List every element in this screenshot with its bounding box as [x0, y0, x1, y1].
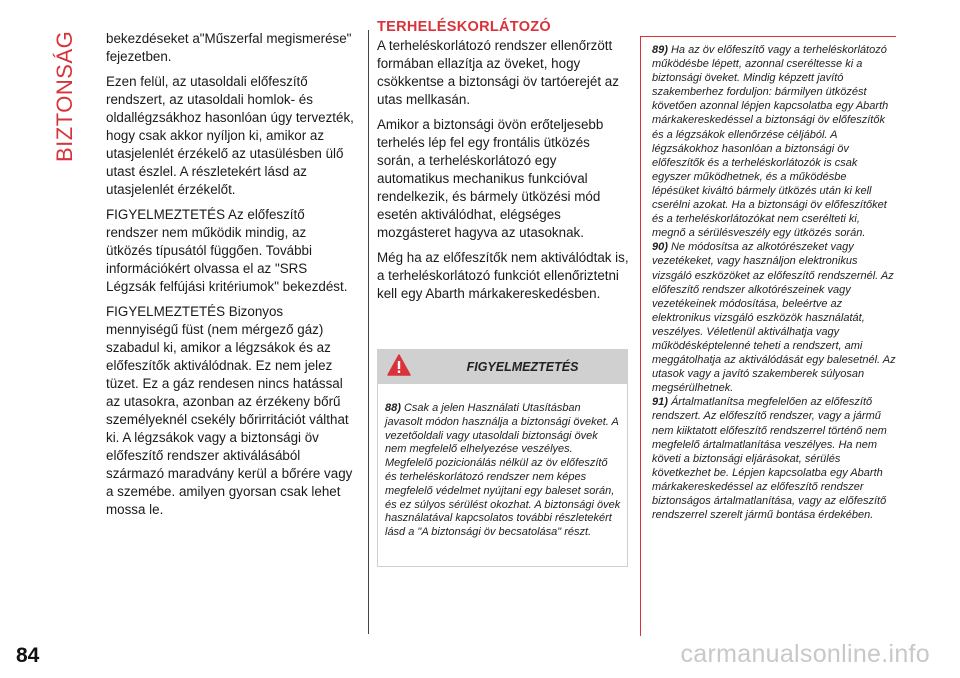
paragraph: Amikor a biztonsági övön erőteljesebb terhelés lép fel egy frontális ütközés során, a terheléskorlátozó egy automatikus mechanikus funkcióval rendelkezik, és bármely ütközési mód esetén aktiválódhat, elégséges mozgásteret hagyva az utasoknak. — [377, 117, 604, 240]
note-number: 89) — [652, 44, 668, 56]
paragraph: FIGYELMEZTETÉS Bizonyos mennyiségű füst (nem mérgező gáz) szabadul ki, amikor a légzsákok és az előfeszítők aktiválódnak. Ez nem jelez tüzet. Ez a gáz rendesen nincs hatással az utasokra, azonban az érzékeny bőrű személyeknél csekély bőrirritációt válthat ki. A légzsákok vagy a biztonsági öv előfeszítő rendszer aktiválásából származó maradvány kerül a bőrére vagy a szemébe. amilyen gyorsan csak lehet mossa le. — [106, 304, 353, 517]
note-number: 91) — [652, 396, 668, 409]
note-item — [652, 240, 896, 395]
column-divider — [368, 30, 369, 634]
note-number: 88) — [385, 402, 401, 414]
column-2-body — [377, 37, 629, 303]
paragraph: A terheléskorlátozó rendszer ellenőrzött formában ellazítja az öveket, hogy csökkentse a biztonsági öv tartóerejét az utas mellkasán. — [377, 38, 619, 107]
section-side-tab — [52, 30, 82, 160]
warning-header — [378, 350, 627, 384]
paragraph: FIGYELMEZTETÉS Az előfeszítő rendszer nem működik mindig, az ütközés típusától függően. További információkért olvassa el az "SRS Légzsák felfújási kritériumok" bekezdést. — [106, 207, 348, 294]
note-item — [652, 395, 896, 522]
note-text: Ha az öv előfeszítő vagy a terheléskorlátozó működésbe lépett, azonnal cseréltesse ki a biztonsági öveket. Mindig képzett javító szakemberhez forduljon: bármilyen ütközést követően azonnal lépjen kapcsolatba egy Abarth márkakereskedéssel a biztonsági öv előfeszítők és a légzsákok ellenőrzése céljából. A légzsákokhoz hasonlóan a biztonsági öv előfeszítők és a terheléskorlátozók is csak egyszer működhetnek, és a működésbe lépésüket kiváltó bármely ütközés után ki kell cserélni azokat. Ha a biztonsági öv előfeszítőket és a terheléskorlátozókat nem cserélteti ki, megnő a sérülésveszély egy ütközés során. — [652, 44, 889, 240]
warning-title: FIGYELMEZTETÉS — [466, 360, 579, 374]
column-2 — [377, 19, 629, 310]
note-text: Csak a jelen Használati Utasításban javasolt módon használja a biztonsági öveket. A vezetőoldali vagy utasoldali biztonsági övek nem megfelelő elhelyezése veszélyes. Megfelelő pozicionálás nélkül az öv előfeszítő és terheléskorlátozó rendszer nem képes megfelelő védelmet nyújtani egy baleset során, és ez súlyos sérülést okozhat. A biztonsági övek használatával kapcsolatos további részletekért lásd a "A biztonsági öv becsatolása" részt. — [385, 402, 621, 539]
watermark: carmanualsonline.info — [680, 640, 930, 668]
page-number: 84 — [16, 644, 40, 667]
paragraph: bekezdéseket a"Műszerfal megismerése" fejezetben. — [106, 31, 352, 64]
column-3-warnings — [640, 36, 896, 636]
warning-triangle-icon — [387, 354, 411, 376]
paragraph: Még ha az előfeszítők nem aktiválódtak is, a terheléskorlátozó funkciót ellenőriztetni kell egy Abarth márkakereskedésben. — [377, 250, 629, 301]
note-text: Ne módosítsa az alkotórészeket vagy vezetékeket, vagy használjon elektronikus vizsgáló eszközöket az előfeszítő rendszernél. Az előfeszítő rendszer alkotórészeinek vagy vezetékeinek módosítása, beleértve az elektronikus vizsgáló eszközök használatát, veszélyes. Véletlenül aktiválhatja vagy működésképtelenné teheti a rendszert, ami meggátolhatja az aktiválódását egy balesetnél. Az utasok vagy a javító szakemberek súlyosan megsérülhetnek. — [652, 241, 896, 395]
warning-body — [378, 384, 627, 540]
paragraph: Ezen felül, az utasoldali előfeszítő rendszert, az utasoldali homlok- és oldallégzsákhoz hasonlóan úgy tervezték, hogy csak akkor nyíljon ki, amikor az utasjelenlét érzékelő az utasülésben ülő utast észlel. A részletekért lásd az utasjelenlét érzékelőt. — [106, 74, 354, 197]
note-item — [652, 43, 896, 240]
section-title: BIZTONSÁG — [52, 30, 77, 162]
note-text: Ártalmatlanítsa megfelelően az előfeszítő rendszert. Az előfeszítő rendszer, vagy a jármű nem kiiktatott előfeszítő rendszerrel történő nem megfelelő ártalmatlanítása veszélyes. Ha nem követi a biztonsági eljárásokat, sérülés következhet be. Lépjen kapcsolatba egy Abarth márkakereskedéssel az előfeszítő rendszer biztonságos ártalmatlanítása, vagy az előfeszítő rendszerrel szerelt jármű bontása érdekében. — [652, 396, 887, 522]
column-1 — [106, 30, 356, 526]
section-heading: TERHELÉSKORLÁTOZÓ — [377, 19, 552, 35]
note-number: 90) — [652, 241, 668, 254]
warning-box — [377, 349, 628, 567]
